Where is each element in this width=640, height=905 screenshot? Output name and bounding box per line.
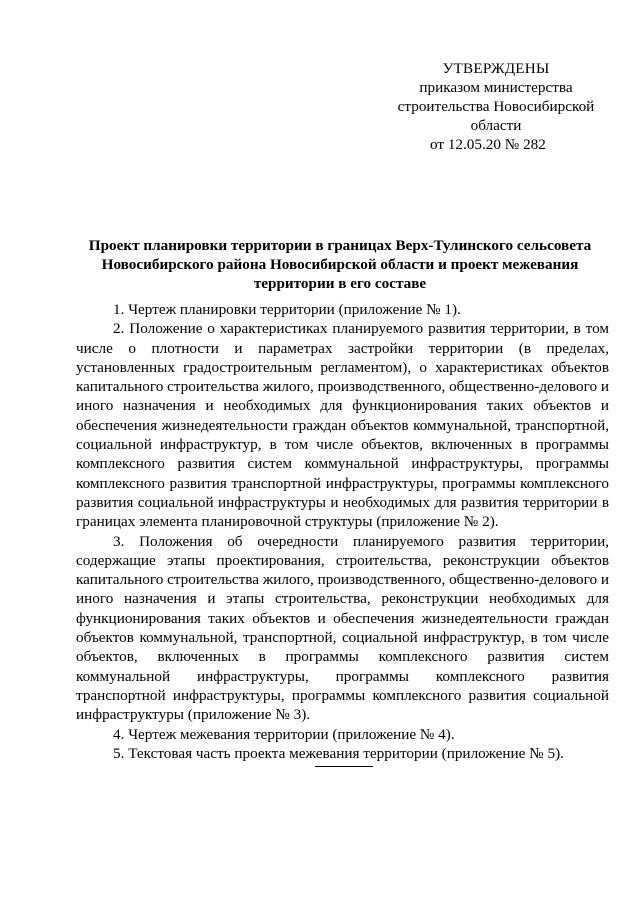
list-item-1: 1. Чертеж планировки территории (приложение № 1). (113, 301, 461, 318)
approval-line-1: приказом министерства (419, 79, 573, 96)
list-item-5: 5. Текстовая часть проекта межевания территории (приложение № 5). (113, 744, 564, 762)
approval-stamp (380, 59, 612, 154)
list-item-4: 4. Чертеж межевания территории (приложение № 4). (113, 725, 455, 743)
list-item-3: 3. Положения об очередности планируемого развития территории, содержащие этапы проектирования, строительства, реконструкции объектов капитального строительства жилого, производственного, общественно-делового и иного назначения и этапы строительства, реконструкции необходимых для функционирования таких объектов и обеспечения жизнедеятельности граждан объектов коммунальной, транспортной, социальной инфраструктур, в том числе объектов, включенных в программы комплексного развития систем коммунальной инфраструктуры, программы комплексного развития транспортной инфраструктуры, программы комплексного развития социальной инфраструктуры (приложение № 3). (76, 532, 609, 724)
title-line-1: Проект планировки территории в границах Верх-Тулинского сельсовета (88, 237, 592, 254)
closing-separator-line (315, 766, 373, 767)
list-item-2: 2. Положение о характеристиках планируемого развития территории, в том числе о плотности и параметрах застройки территории (в пределах, установленных градостроительным регламентом), о характеристиках объектов капитального строительства жилого, производственного, общественно-делового и иного назначения и необходимых для функционирования таких объектов и обеспечения жизнедеятельности граждан объектов коммунальной, транспортной, социальной инфраструктур, в том числе объектов, включенных в программы комплексного развития систем коммунальной инфраструктуры, программы комплексного развития транспортной инфраструктуры, программы комплексного развития социальной инфраструктуры и необходимых для развития территории в границах элемента планировочной структуры (приложение № 2). (76, 320, 609, 531)
document-body (76, 300, 609, 763)
approval-line-2: строительства Новосибирской (397, 98, 595, 115)
approval-order-number: от 12.05.20 № 282 (430, 136, 546, 153)
title-line-3: территории в его составе (253, 275, 427, 292)
approval-line-3: области (470, 117, 522, 134)
title-line-2: Новосибирского района Новосибирской области и проект межевания (101, 256, 579, 273)
approval-heading: УТВЕРЖДЕНЫ (442, 60, 550, 77)
document-title (80, 236, 600, 293)
